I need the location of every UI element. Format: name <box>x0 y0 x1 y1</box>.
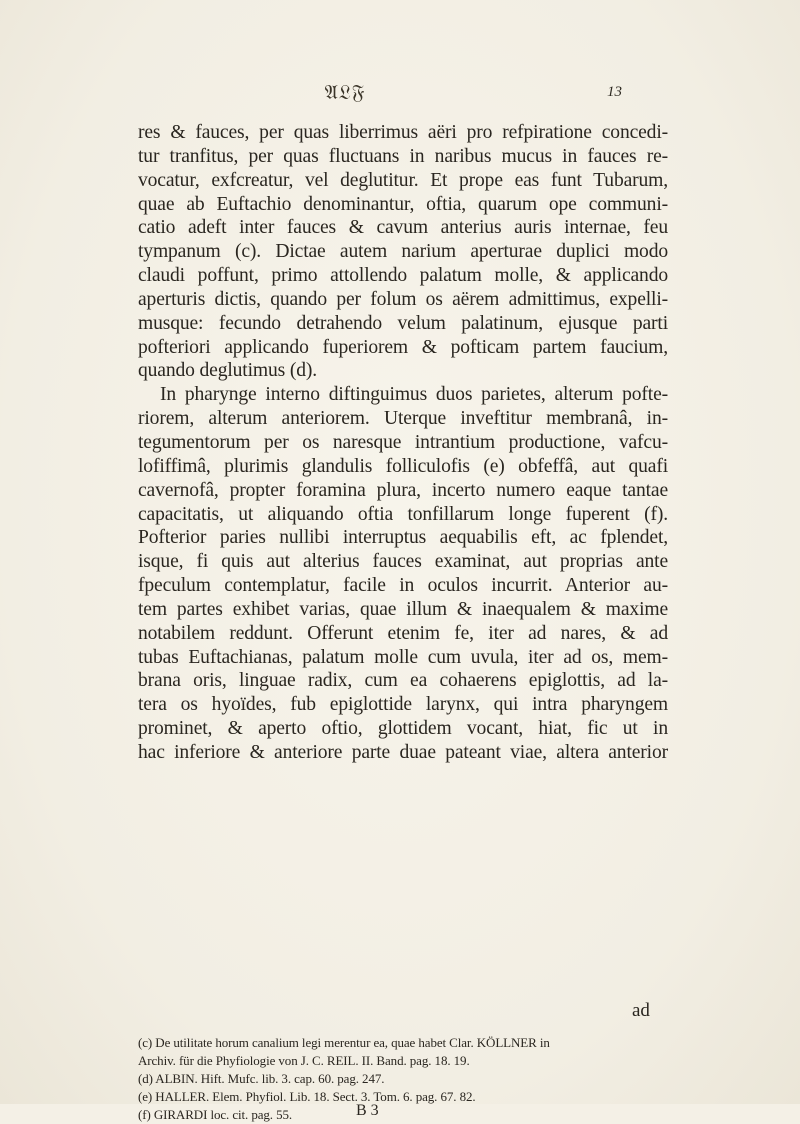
footnote: (f) GIRARDI loc. cit. pag. 55. <box>138 1107 293 1122</box>
text-line: quando deglutimus (d). <box>138 360 318 382</box>
text-line: tur tranfitus, per quas fluctuans in naribus mucus in fauces re- <box>138 145 668 167</box>
text-line: tegumentorum per os naresque intrantium productione, vafcu- <box>138 431 668 453</box>
text-line: vocatur, exfcreatur, vel deglutitur. Et prope eas funt Tubarum, <box>138 169 668 191</box>
header-ornament: 𝔄𝔏𝔉 <box>324 82 366 104</box>
text-line: riorem, alterum anteriorem. Uterque inveftitur membranâ, in- <box>138 408 668 430</box>
text-line: tympanum (c). Dictae autem narium aperturae duplici modo <box>138 241 668 263</box>
text-line: fpeculum contemplatur, facile in oculos incurrit. Anterior au- <box>138 575 668 597</box>
text-line: tera os hyoïdes, fub epiglottide larynx, qui intra pharyngem <box>138 694 668 716</box>
text-line: aperturis dictis, quando per folum os aërem admittimus, expelli- <box>138 288 668 310</box>
signature-mark: B 3 <box>356 1102 379 1119</box>
text-line: catio adeft inter fauces & cavum anterius auris internae, feu <box>138 217 668 239</box>
footnotes <box>138 1034 668 1124</box>
footnote: (e) HALLER. Elem. Phyfiol. Lib. 18. Sect. 3. Tom. 6. pag. 67. 82. <box>138 1089 476 1104</box>
text-line: brana oris, linguae radix, cum ea cohaerens epiglottis, ad la- <box>138 670 668 692</box>
text-line: cavernofâ, propter foramina plura, incerto numero eaque tantae <box>138 479 668 501</box>
text-line: hac inferiore & anteriore parte duae pateant viae, altera anterior <box>138 741 668 763</box>
text-line: capacitatis, ut aliquando oftia tonfillarum longe fuperent (f). <box>138 503 668 525</box>
text-line: tubas Euftachianas, palatum molle cum uvula, iter ad os, mem- <box>138 646 668 668</box>
text-line: musque: fecundo detrahendo velum palatinum, ejusque parti <box>138 312 668 334</box>
footnote: (c) De utilitate horum canalium legi merentur ea, quae habet Clar. KÖLLNER in <box>138 1035 550 1050</box>
text-line: In pharynge interno diftinguimus duos parietes, alterum pofte- <box>160 384 668 406</box>
footnote: (d) ALBIN. Hift. Mufc. lib. 3. cap. 60. pag. 247. <box>138 1071 385 1086</box>
catchword: ad <box>632 1000 650 1021</box>
text-line: isque, fi quis aut alterius fauces examinat, aut proprias ante <box>138 551 668 573</box>
text-line: claudi poffunt, primo attollendo palatum molle, & applicando <box>138 265 668 287</box>
text-line: Pofterior paries nullibi interruptus aequabilis eft, ac fplendet, <box>138 527 668 549</box>
text-line: prominet, & aperto oftio, glottidem vocant, hiat, fic ut in <box>138 718 668 740</box>
text-line: notabilem reddunt. Offerunt etenim fe, iter ad nares, & ad <box>138 622 668 644</box>
text-line: res & fauces, per quas liberrimus aëri pro refpiratione concedi- <box>138 122 668 143</box>
page-number: 13 <box>607 84 622 100</box>
text-line: tem partes exhibet varias, quae illum & inaequalem & maxime <box>138 598 668 620</box>
text-line: lofiffimâ, plurimis glandulis folliculofis (e) obfeffâ, aut quafi <box>138 455 668 477</box>
text-line: pofteriori applicando fuperiorem & pofticam partem faucium, <box>138 336 668 358</box>
text-line: quae ab Euftachio denominantur, oftia, quarum ope communi- <box>138 193 668 215</box>
footnote: Archiv. für die Phyfiologie von J. C. REIL. II. Band. pag. 18. 19. <box>138 1053 470 1068</box>
body-text <box>138 121 668 765</box>
